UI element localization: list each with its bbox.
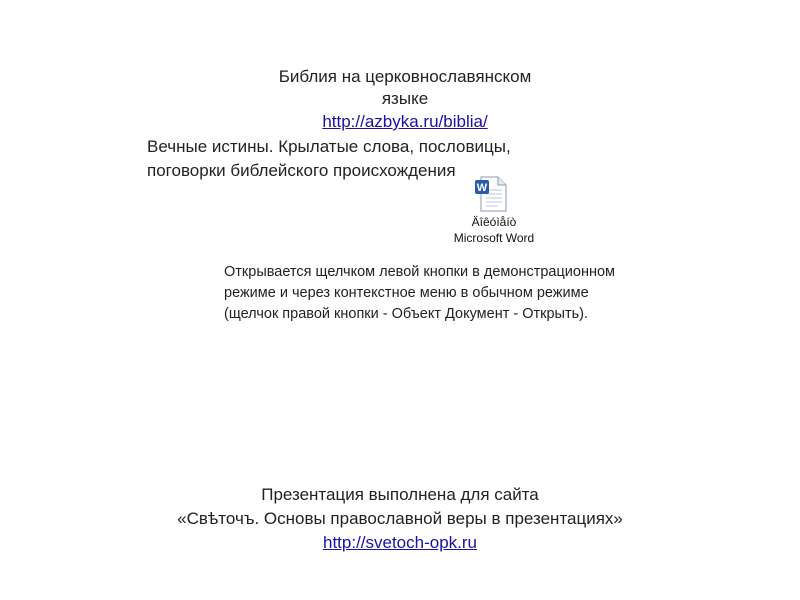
footer-block — [100, 483, 700, 555]
footer-link[interactable]: http://svetoch-opk.ru — [322, 533, 478, 552]
footer-line2: «Свѣточъ. Основы православной веры в презентациях» — [177, 509, 623, 528]
word-document-icon[interactable] — [472, 175, 510, 213]
doc-label-line2: Microsoft Word — [453, 231, 535, 245]
instructions-line1: Открывается щелчком левой кнопки в демонстрационном — [224, 264, 615, 280]
bible-title-block — [250, 66, 560, 134]
truths-line2: поговорки библейского происхождения — [147, 161, 456, 180]
bible-title-line1: Библия на церковнославянском — [278, 67, 532, 86]
doc-label-line1: Äîêóìåíò — [471, 215, 517, 229]
bible-link[interactable]: http://azbyka.ru/biblia/ — [322, 112, 488, 131]
svg-text:W: W — [476, 182, 488, 194]
instructions-line2: режиме и через контекстное меню в обычном режиме — [224, 285, 589, 301]
word-document-label[interactable] — [448, 214, 540, 246]
footer-line1: Презентация выполнена для сайта — [261, 485, 539, 504]
instructions-line3: (щелчок правой кнопки - Объект Документ - Открыть). — [224, 306, 589, 322]
truths-heading — [147, 135, 587, 183]
truths-line1: Вечные истины. Крылатые слова, пословицы, — [147, 137, 511, 156]
instructions-text — [224, 262, 724, 325]
bible-title-line2: языке — [381, 89, 429, 108]
